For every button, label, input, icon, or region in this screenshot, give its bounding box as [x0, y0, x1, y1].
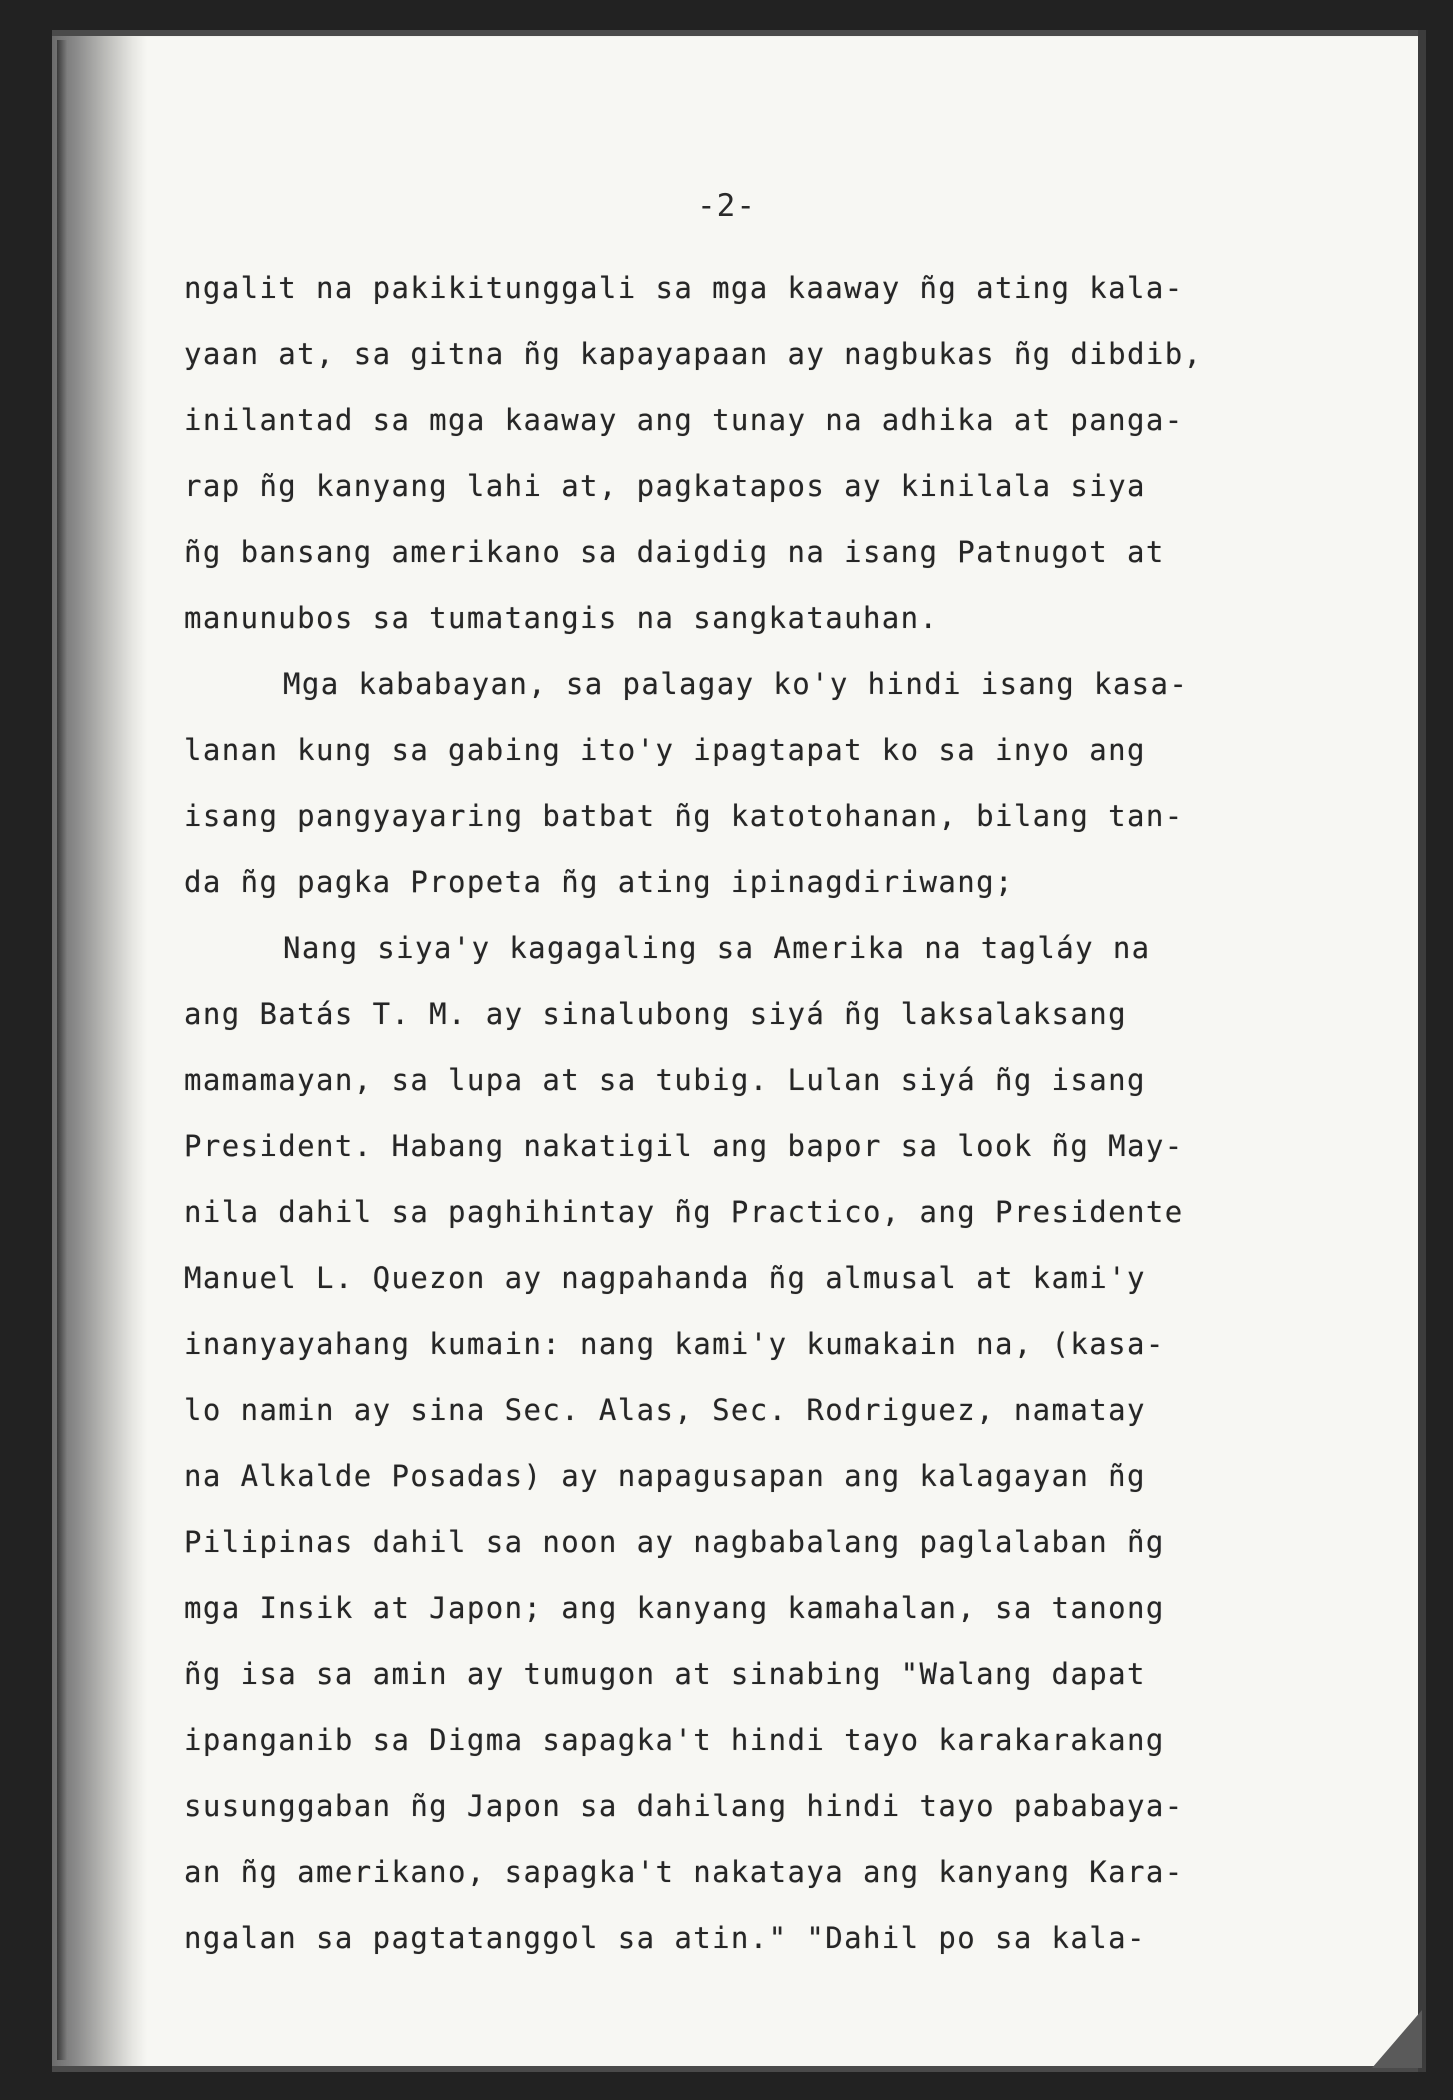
text-line: ñg bansang amerikano sa daigdig na isang Patnugot at: [184, 535, 1165, 569]
text-line: Nang siya'y kagagaling sa Amerika na tagláy na: [283, 931, 1151, 965]
text-line: ang Batás T. M. ay sinalubong siyá ñg laksalaksang: [184, 997, 1127, 1031]
page-number: -2-: [697, 188, 756, 224]
page-bottom-edge: [52, 2066, 1424, 2072]
text-line: mga Insik at Japon; ang kanyang kamahalan, sa tanong: [184, 1591, 1165, 1625]
text-line: Pilipinas dahil sa noon ay nagbabalang paglalaban ñg: [184, 1525, 1165, 1559]
text-line: lanan kung sa gabing ito'y ipagtapat ko sa inyo ang: [184, 733, 1146, 767]
text-line: lo namin ay sina Sec. Alas, Sec. Rodriguez, namatay: [184, 1393, 1146, 1427]
text-line: ñg isa sa amin ay tumugon at sinabing "Walang dapat: [184, 1657, 1146, 1691]
text-line: President. Habang nakatigil ang bapor sa look ñg May-: [184, 1129, 1184, 1163]
text-line: mamamayan, sa lupa at sa tubig. Lulan siyá ñg isang: [184, 1063, 1146, 1097]
text-line: ngalan sa pagtatanggol sa atin." "Dahil po sa kala-: [184, 1921, 1146, 1955]
text-line: an ñg amerikano, sapagka't nakataya ang kanyang Kara-: [184, 1855, 1184, 1889]
text-line: na Alkalde Posadas) ay napagusapan ang kalagayan ñg: [184, 1459, 1146, 1493]
binding-edge: [57, 40, 67, 2060]
text-line: ngalit na pakikitunggali sa mga kaaway ñg ating kala-: [184, 271, 1184, 305]
corner-fold: [1372, 2010, 1422, 2068]
text-line: nila dahil sa paghihintay ñg Practico, ang Presidente: [184, 1195, 1184, 1229]
text-line: susunggaban ñg Japon sa dahilang hindi tayo pababaya-: [184, 1789, 1184, 1823]
text-line: yaan at, sa gitna ñg kapayapaan ay nagbukas ñg dibdib,: [184, 337, 1203, 371]
text-line: Manuel L. Quezon ay nagpahanda ñg almusal at kami'y: [184, 1261, 1146, 1295]
text-line: inanyayahang kumain: nang kami'y kumakain na, (kasa-: [184, 1327, 1165, 1361]
text-line: inilantad sa mga kaaway ang tunay na adhika at panga-: [184, 403, 1184, 437]
text-line: manunubos sa tumatangis na sangkatauhan.: [184, 601, 939, 635]
text-line: Mga kababayan, sa palagay ko'y hindi isang kasa-: [283, 667, 1189, 701]
text-line: da ñg pagka Propeta ñg ating ipinagdiriwang;: [184, 865, 1014, 899]
page-right-edge: [1418, 30, 1426, 2072]
text-line: isang pangyayaring batbat ñg katotohanan, bilang tan-: [184, 799, 1184, 833]
text-line: ipanganib sa Digma sapagka't hindi tayo karakarakang: [184, 1723, 1165, 1757]
text-line: rap ñg kanyang lahi at, pagkatapos ay kinilala siya: [184, 469, 1146, 503]
page-top-edge: [52, 30, 1424, 36]
